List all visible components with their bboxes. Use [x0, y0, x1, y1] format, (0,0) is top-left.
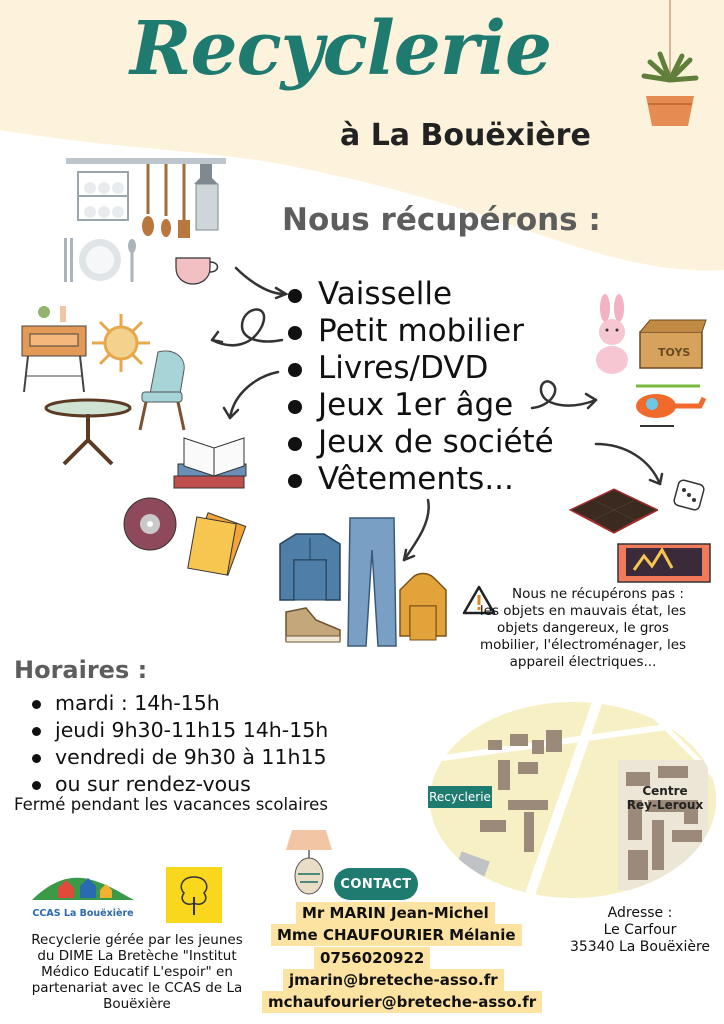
- board-game-box-icon: [614, 530, 718, 586]
- contact-email-1[interactable]: jmarin@breteche-asso.fr: [283, 969, 504, 991]
- bullet-icon: [288, 289, 302, 303]
- ccas-note: Recyclerie gérée par les jeunes du DIME La Bretèche "Institut Médico Educatif L'espoir" en partenariat avec le CCAS de La Bouëxière: [31, 932, 243, 1012]
- contact-name-1: Mr MARIN Jean-Michel: [296, 902, 495, 924]
- contact-name-2: Mme CHAUFOURIER Mélanie: [271, 924, 522, 946]
- recuperons-heading: Nous récupérons :: [282, 202, 601, 238]
- ccas-houses-icon: [28, 870, 138, 904]
- contact-email-2[interactable]: mchaufourier@breteche-asso.fr: [262, 991, 542, 1013]
- ime-tree-logo: [166, 867, 222, 923]
- list-item: ou sur rendez-vous: [32, 771, 328, 798]
- dvd-disc-icon: [120, 496, 186, 552]
- chair-icon: [132, 348, 190, 432]
- page-subtitle: à La Bouëxière: [340, 118, 591, 153]
- bullet-icon: [288, 474, 302, 488]
- bedside-table-icon: [18, 300, 90, 396]
- bunny-toy-icon: [588, 294, 636, 376]
- toy-helicopter-icon: [626, 380, 710, 432]
- list-item: mardi : 14h-15h: [32, 690, 328, 717]
- tree-icon: [166, 867, 222, 923]
- horaires-list: [32, 690, 328, 798]
- contact-button[interactable]: CONTACT: [334, 868, 418, 900]
- bullet-icon: [288, 437, 302, 451]
- ccas-logo: CCAS La Bouëxière: [28, 870, 138, 920]
- bullet-icon: [32, 781, 41, 790]
- warning-text: Nous ne récupérons pas : les objets en mauvais état, les objets dangereux, le gros mobilier, l'électroménager, les appareil électriques...: [479, 586, 687, 670]
- dice-icon: [672, 478, 706, 512]
- hanging-plant-icon: [630, 0, 710, 140]
- address-block: Adresse : Le Carfour 35340 La Bouëxière: [569, 905, 711, 955]
- shoe-icon: [282, 604, 344, 646]
- bullet-icon: [32, 727, 41, 736]
- bullet-icon: [288, 326, 302, 340]
- bullet-icon: [32, 700, 41, 709]
- teacup-icon: [172, 252, 224, 286]
- svg-text:TOYS: TOYS: [658, 346, 691, 359]
- bullet-icon: [288, 400, 302, 414]
- list-item: jeudi 9h30-11h15 14h-15h: [32, 717, 328, 744]
- denim-jacket-icon: [276, 530, 344, 606]
- contact-phone[interactable]: 0756020922: [314, 947, 430, 969]
- closed-note: Fermé pendant les vacances scolaires: [14, 795, 328, 814]
- page-title: Recyclerie: [130, 6, 552, 92]
- horaires-heading: Horaires :: [14, 656, 148, 684]
- notebooks-icon: [184, 510, 254, 580]
- hoodie-icon: [398, 572, 448, 644]
- map-label-centre: Centre Rey-Leroux: [626, 784, 704, 812]
- list-item: vendredi de 9h30 à 11h15: [32, 744, 328, 771]
- list-item: Vaisselle: [288, 276, 554, 313]
- lamp-icon: [284, 828, 334, 898]
- plate-cutlery-icon: [60, 236, 140, 286]
- list-item: Jeux de société: [288, 424, 554, 461]
- kitchen-utensils-icon: [62, 152, 230, 242]
- list-item: Petit mobilier: [288, 313, 554, 350]
- books-icon: [168, 434, 256, 500]
- bullet-icon: [32, 754, 41, 763]
- toy-box-icon: [636, 316, 710, 372]
- list-item: Vêtements...: [288, 461, 554, 498]
- bullet-icon: [288, 363, 302, 377]
- list-item: Livres/DVD: [288, 350, 554, 387]
- jeans-icon: [346, 516, 398, 648]
- list-item: Jeux 1er âge: [288, 387, 554, 424]
- recuperons-list: [288, 276, 554, 498]
- round-table-icon: [42, 398, 134, 468]
- map-label-recyclerie: Recyclerie: [428, 786, 492, 808]
